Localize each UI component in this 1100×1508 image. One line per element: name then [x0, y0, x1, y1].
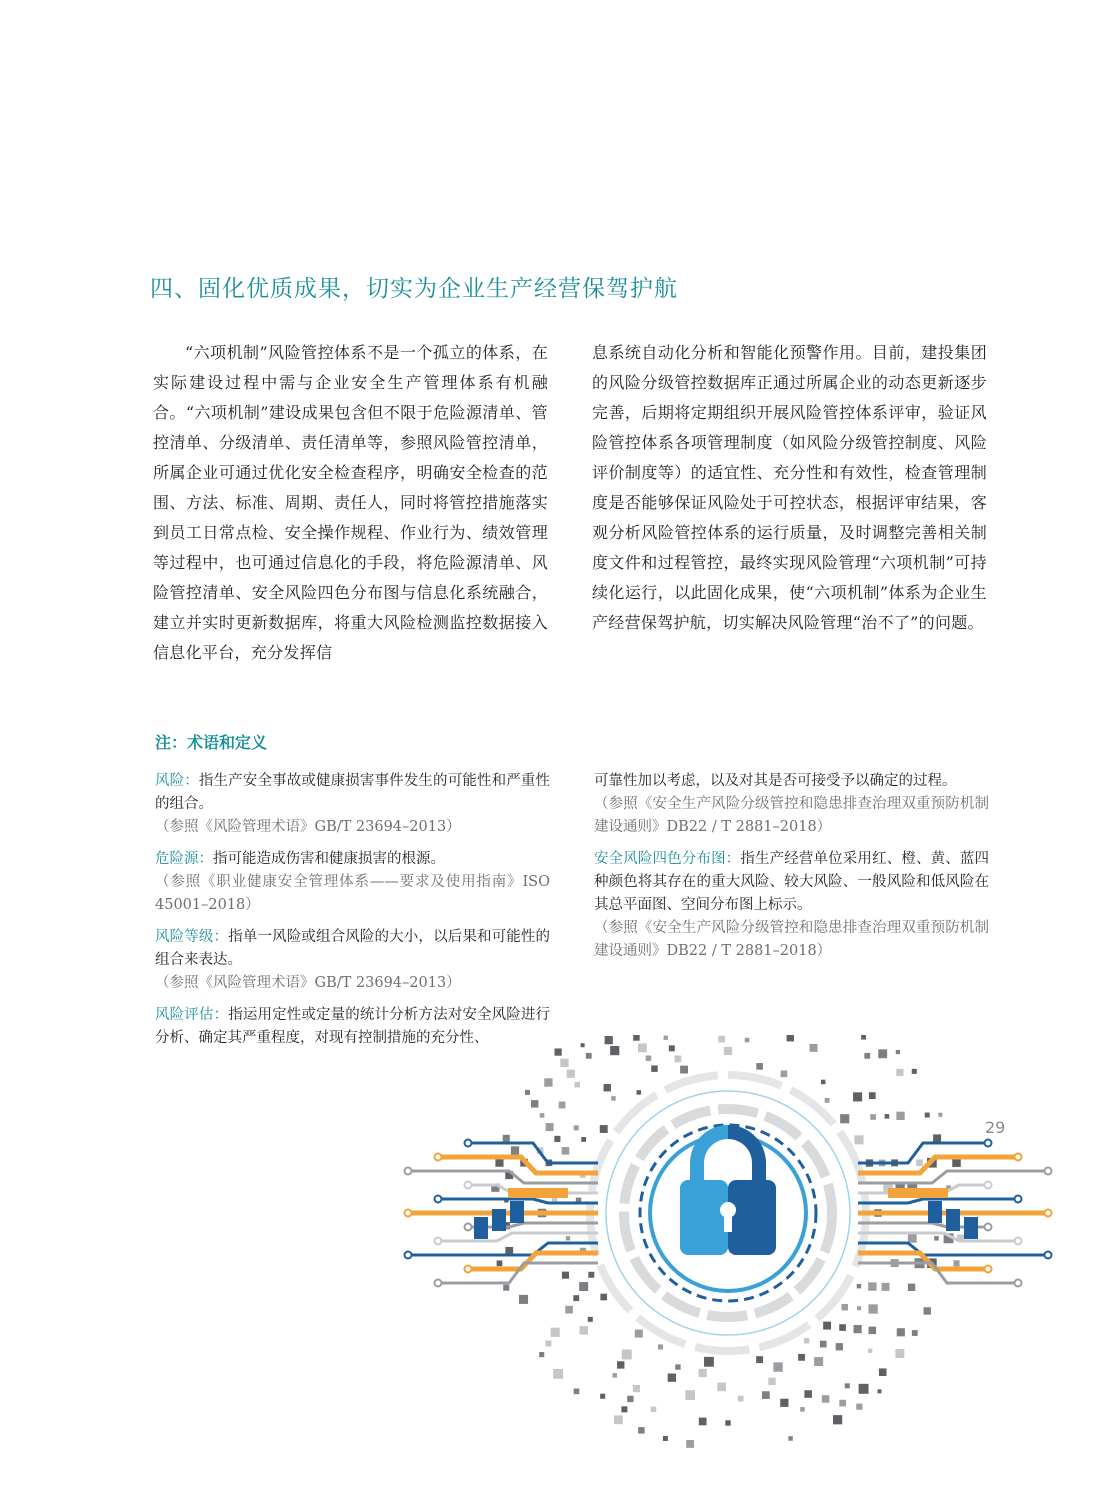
term-risk — [155, 770, 550, 839]
term-four-color-map — [594, 848, 989, 963]
body-paragraph-right: 息系统自动化分析和智能化预警作用。目前，建投集团的风险分级管控数据库正通过所属企业的动态更新逐步完善，后期将定期组织开展风险管控体系评审，验证风险管控体系各项管理制度（如风险分级管控制度、风险评价制度等）的适宜性、充分性和有效性，检查管理制度是否能够保证风险处于可控状态，根据评审结果，客观分析风险管控体系的运行质量，及时调整完善相关制度文件和过程管控，最终实现风险管理“六项机制”可持续化运行，以此固化成果，使“六项机制”体系为企业生产经营保驾护航，切实解决风险管理“治不了”的问题。 — [592, 343, 987, 632]
section-heading: 四、固化优质成果，切实为企业生产经营保驾护航 — [150, 276, 678, 302]
term-reference: （参照《安全生产风险分级管控和隐患排查治理双重预防机制建设通则》DB22 / T 2881–2018） — [594, 920, 989, 959]
notes-title: 注：术语和定义 — [155, 733, 268, 752]
term-definition: 指生产经营单位采用红、橙、黄、蓝四种颜色将其存在的重大风险、较大风险、一般风险和低风险在其总平面图、空间分布图上标示。 — [594, 851, 990, 913]
term-risk-level — [155, 926, 550, 995]
security-lock-illustration — [320, 1035, 1100, 1508]
term-name: 危险源： — [155, 851, 213, 867]
body-paragraph-left: “六项机制”风险管控体系不是一个孤立的体系，在实际建设过程中需与企业安全生产管理体系有机融合。“六项机制”建设成果包含但不限于危险源清单、管控清单、分级清单、责任清单等，参照风险管控清单，所属企业可通过优化安全检查程序，明确安全检查的范围、方法、标准、周期、责任人，同时将管控措施落实到员工日常点检、安全操作规程、作业行为、绩效管理等过程中，也可通过信息化的手段，将危险源清单、风险管控清单、安全风险四色分布图与信息化系统融合，建立并实时更新数据库，将重大风险检测监控数据接入信息化平台，充分发挥信 — [153, 343, 548, 662]
body-column-left — [153, 338, 548, 668]
term-risk-assessment-continued — [594, 770, 989, 839]
term-reference: （参照《安全生产风险分级管控和隐患排查治理双重预防机制建设通则》DB22 / T 2881–2018） — [594, 796, 989, 835]
term-name: 风险： — [155, 773, 199, 789]
term-hazard — [155, 848, 550, 917]
terms-column-right — [594, 770, 989, 972]
term-name: 安全风险四色分布图： — [594, 851, 741, 867]
term-definition: 指可能造成伤害和健康损害的根源。 — [213, 851, 445, 867]
term-definition: 指运用定性或定量的统计分析方法对安全风险进行分析、确定其严重程度，对现有控制措施的充分性、 — [155, 1007, 551, 1046]
term-reference: （参照《风险管理术语》GB/T 23694–2013） — [155, 819, 461, 835]
terms-column-left — [155, 770, 550, 1050]
term-definition: 指单一风险或组合风险的大小，以后果和可能性的组合来表达。 — [155, 929, 551, 968]
term-definition: 指生产安全事故或健康损害事件发生的可能性和严重性的组合。 — [155, 773, 551, 812]
term-name: 风险评估： — [155, 1007, 229, 1023]
page-number: 29 — [985, 1118, 1006, 1137]
body-column-right — [592, 338, 987, 638]
term-definition: 可靠性加以考虑，以及对其是否可接受予以确定的过程。 — [594, 773, 957, 789]
term-reference: （参照《职业健康安全管理体系——要求及使用指南》ISO 45001–2018） — [155, 874, 550, 913]
term-name: 风险等级： — [155, 929, 229, 945]
term-reference: （参照《风险管理术语》GB/T 23694–2013） — [155, 975, 461, 991]
